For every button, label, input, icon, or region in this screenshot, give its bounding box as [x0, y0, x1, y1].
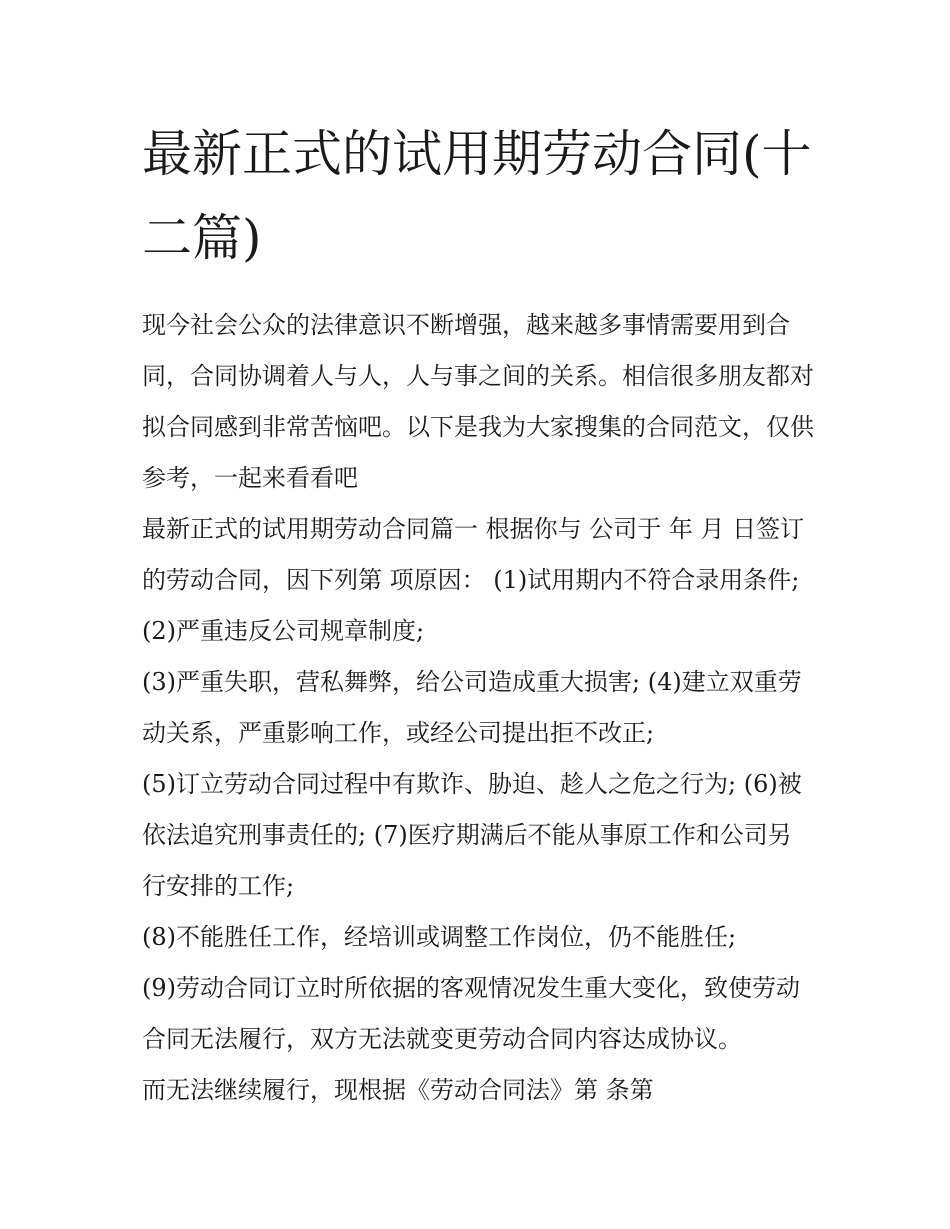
paragraph-intro: 现今社会公众的法律意识不断增强，越来越多事情需要用到合同，合同协调着人与人，人与事之间的关系。相信很多朋友都对拟合同感到非常苦恼吧。以下是我为大家搜集的合同范文，仅供参考，一起来看看吧 — [142, 311, 814, 492]
document-title: 最新正式的试用期劳动合同(十二篇) — [142, 125, 812, 267]
paragraph-item-9: (9)劳动合同订立时所依据的客观情况发生重大变化，致使劳动合同无法履行，双方无法就变更劳动合同内容达成协议。 — [142, 974, 800, 1053]
paragraph-section-one: 最新正式的试用期劳动合同篇一 根据你与 公司于 年 月 日签订的劳动合同，因下列第 项原因： (1)试用期内不符合录用条件; (2)严重违反公司规章制度; — [142, 515, 805, 645]
document-page — [142, 112, 814, 1116]
paragraph-items-5-7: (5)订立劳动合同过程中有欺诈、胁迫、趁人之危之行为; (6)被依法追究刑事责任的; (7)医疗期满后不能从事原工作和公司另行安排的工作; — [142, 770, 802, 900]
paragraph-items-3-4: (3)严重失职，营私舞弊，给公司造成重大损害; (4)建立双重劳动关系，严重影响工作，或经公司提出拒不改正; — [142, 668, 802, 747]
paragraph-closing: 而无法继续履行，现根据《劳动合同法》第 条第 — [142, 1076, 654, 1104]
paragraph-item-8: (8)不能胜任工作，经培训或调整工作岗位，仍不能胜任; — [142, 923, 737, 951]
